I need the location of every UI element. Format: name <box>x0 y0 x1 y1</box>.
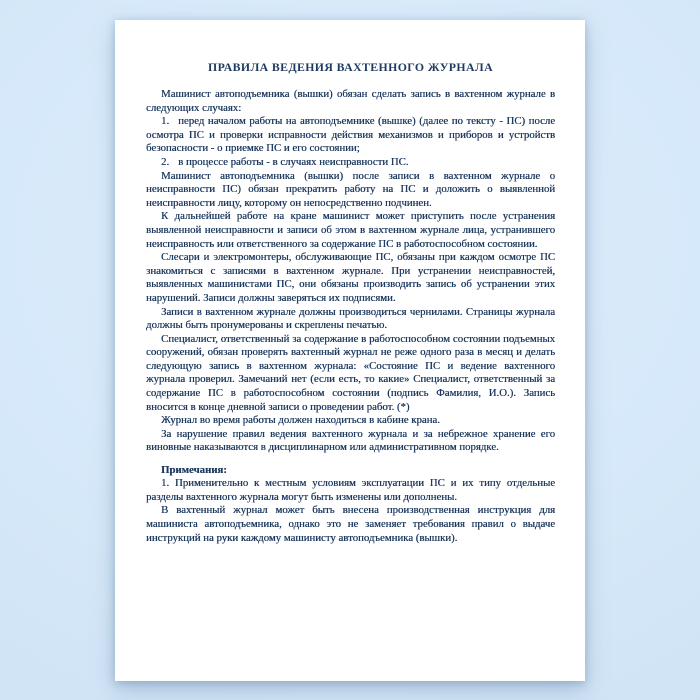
paragraph-resume-work: К дальнейшей работе на кране машинист может приступить после устранения выявленной неисправности и записи об этом в вахтенном журнале лица, устранившего неисправность или ответственного за содержание ПС в работоспособном состоянии. <box>146 210 555 250</box>
notes-heading: Примечания: <box>161 463 227 476</box>
document-page <box>115 20 585 681</box>
paragraph-journal-location: Журнал во время работы должен находиться в кабине крана. <box>161 414 440 427</box>
list-item-1 <box>146 115 555 156</box>
paragraph-mechanics: Слесари и электромонтеры, обслуживающие ПС, обязаны при каждом осмотре ПС знакомиться с записями в вахтенном журнале. При устранении неисправностей, выявленных машинистами ПС, они обязаны производить запись об устранении этих нарушений. Записи должны заверяться их подписями. <box>146 251 555 304</box>
list-marker-1: 1. <box>161 115 170 128</box>
paragraph-violations: За нарушение правил ведения вахтенного журнала и за небрежное хранение его виновные наказываются в дисциплинарном или административном порядке. <box>146 427 555 454</box>
paragraph-intro: Машинист автоподъемника (вышки) обязан сделать запись в вахтенном журнале в следующих случаях: <box>146 88 555 114</box>
paragraph-ink-records: Записи в вахтенном журнале должны производиться чернилами. Страницы журнала должны быть пронумерованы и скреплены печатью. <box>146 305 555 332</box>
list-item-1-text: перед началом работы на автоподъемнике (вышке) (далее по тексту - ПС) после осмотра ПС и проверки исправности действия механизмов и приборов и устройств безопасности - о приемке ПС и его состоянии; <box>146 115 555 155</box>
document-title: ПРАВИЛА ВЕДЕНИЯ ВАХТЕННОГО ЖУРНАЛА <box>208 60 493 74</box>
paragraph-specialist-check: Специалист, ответственный за содержание в работоспособном состоянии подъемных сооружений, обязан проверять вахтенный журнал не реже одного раза в месяц и делать следующую запись в вахтенном журнала: «Состояние ПС и ведение вахтенного журнала проверил. Замечаний нет (если есть, то какие» Специалист, ответственный за содержание ПС в работоспособном состоянии (подпись Фамилия, И.О.). Запись вносится в конце дневной записи о проведении работ. (*) <box>146 332 555 413</box>
list-marker-2: 2. <box>161 155 170 168</box>
note-item-2: В вахтенный журнал может быть внесена производственная инструкция для машиниста автоподъемника, однако это не заменяет требования правил о выдаче инструкций на руки каждому машинисту автоподъемника (вышки). <box>146 504 555 544</box>
paragraph-stop-work: Машинист автоподъемника (вышки) после записи в вахтенном журнале о неисправности ПС) обязан прекратить работу на ПС и доложить о выявленной неисправности лицу, которому он непосредственно подчинен. <box>146 169 555 209</box>
note-item-1: 1. Применительно к местным условиям эксплуатации ПС и их типу отдельные разделы вахтенного журнала могут быть изменены или дополнены. <box>146 477 555 503</box>
list-item-2 <box>146 156 555 170</box>
list-item-2-text: в процессе работы - в случаях неисправности ПС. <box>178 155 409 168</box>
